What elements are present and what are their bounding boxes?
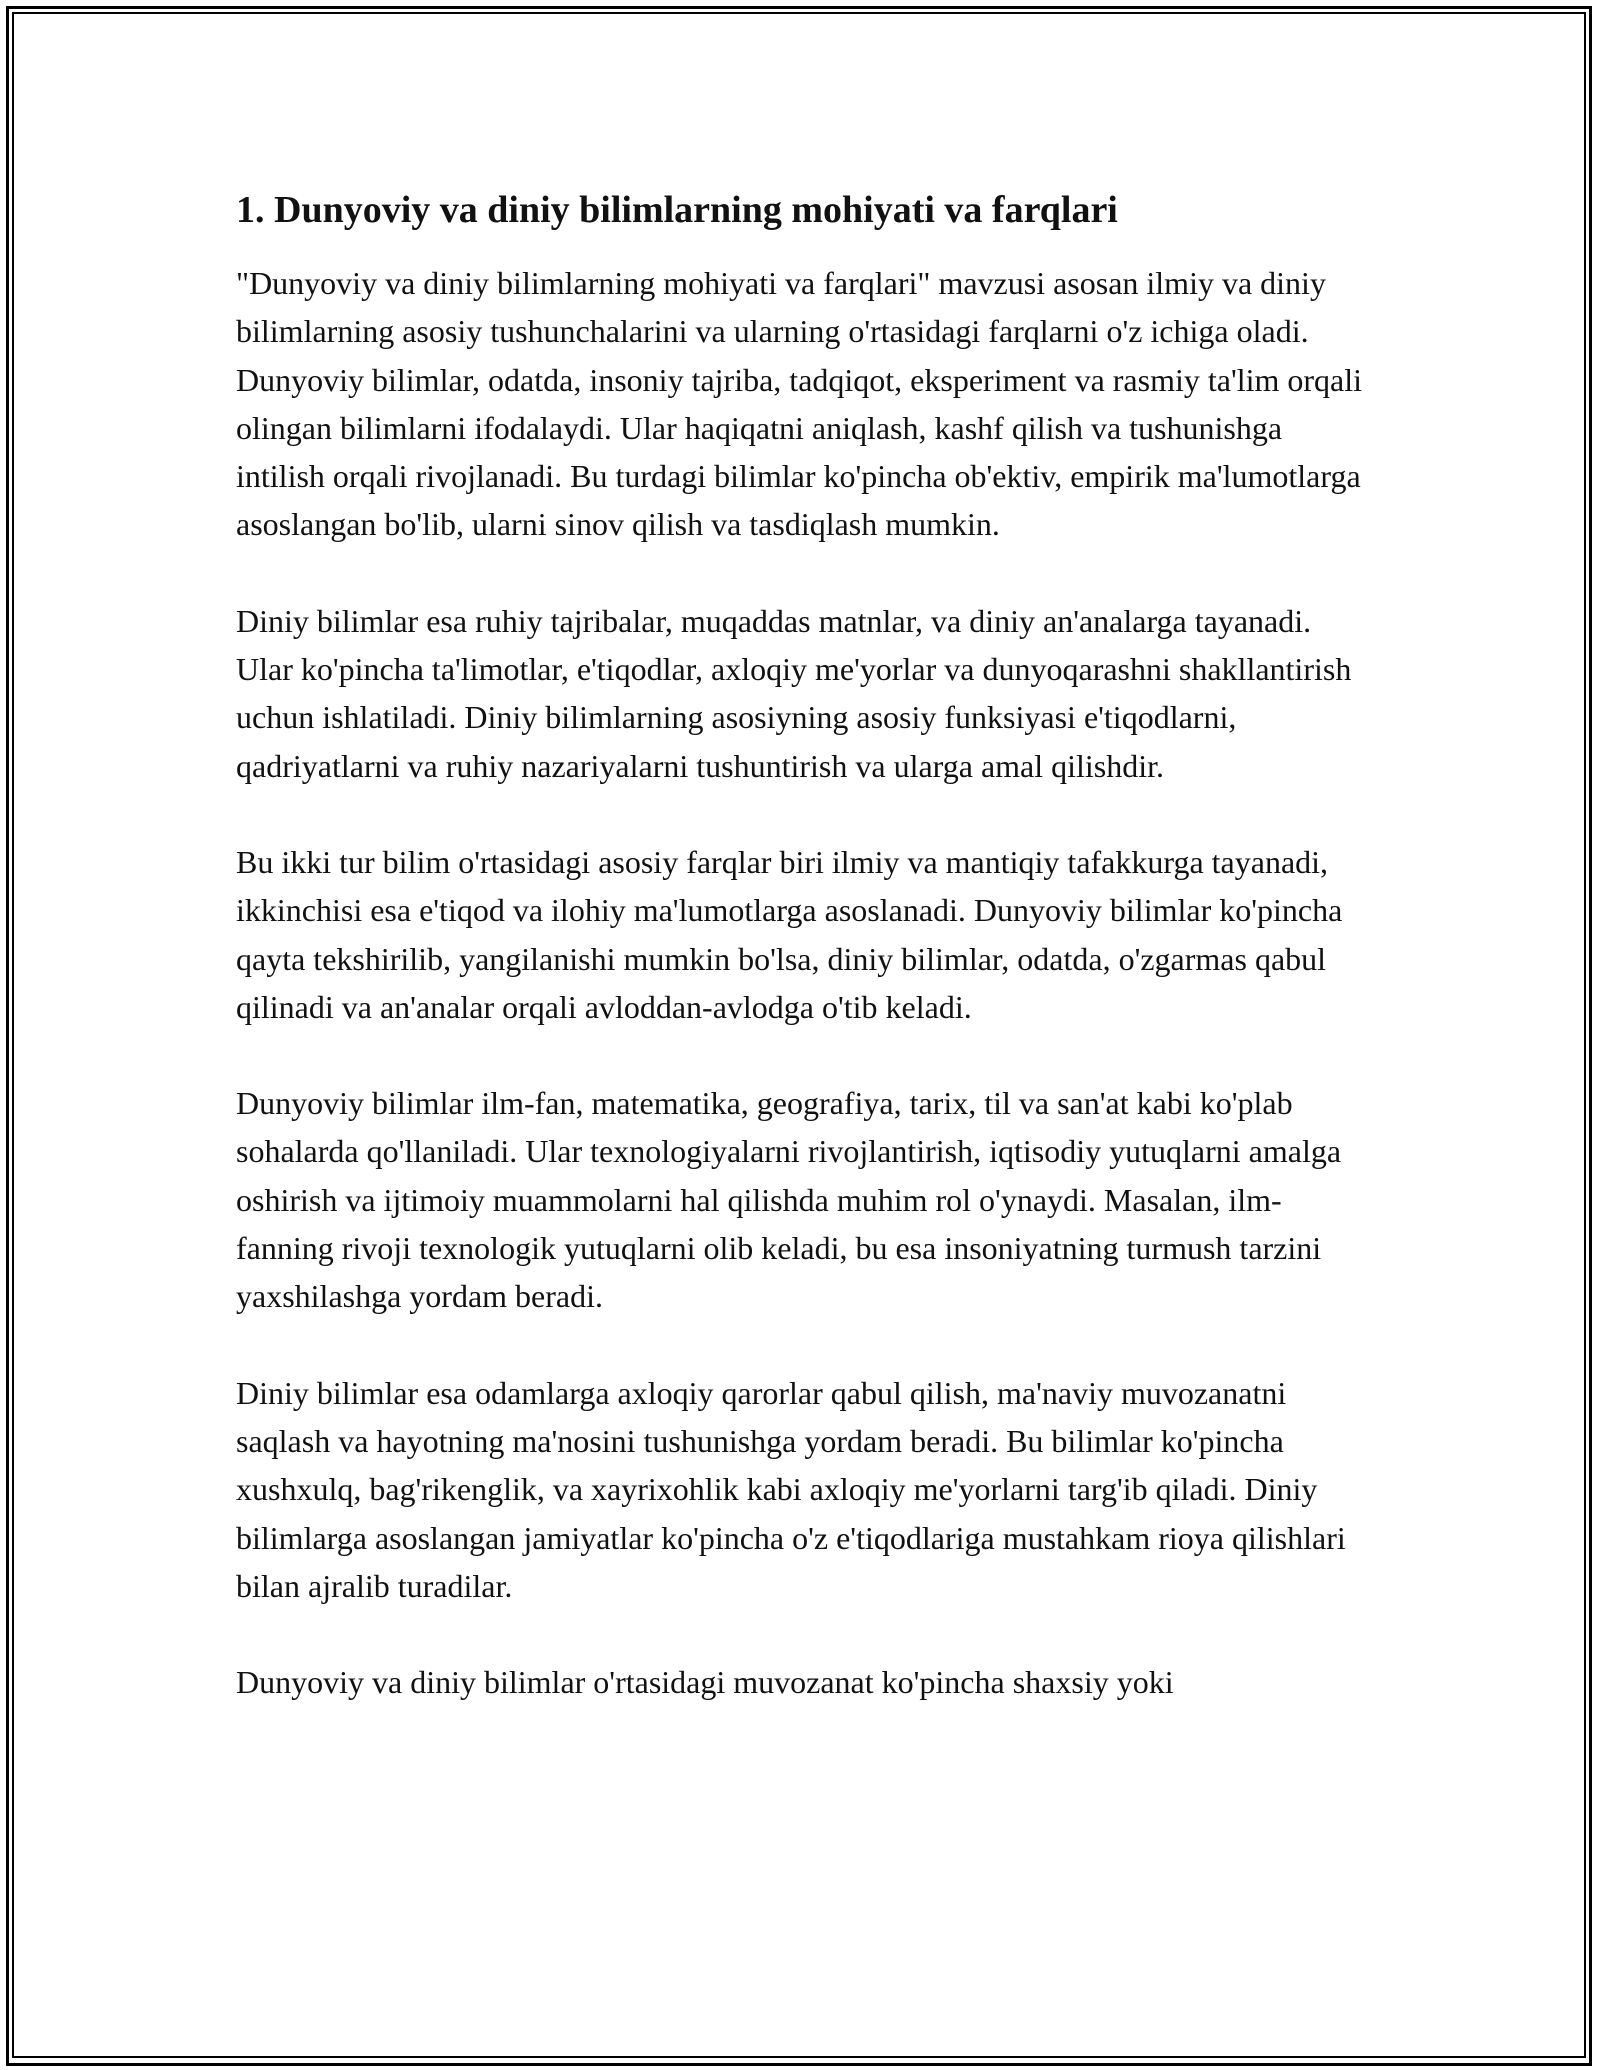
document-body <box>236 186 1364 1754</box>
paragraph-2: Diniy bilimlar esa ruhiy tajribalar, muqaddas matnlar, va diniy an'analarga tayanadi. Ular ko'pincha ta'limotlar, e'tiqodlar, axloqiy me'yorlar va dunyoqarashni shakllantirish uchun ishlatiladi. Diniy bilimlarning asosiyning asosiy funksiyasi e'tiqodlarni, qadriyatlarni va ruhiy nazariyalarni tushuntirish va ularga amal qilishdir. <box>236 602 1352 784</box>
paragraph-3: Bu ikki tur bilim o'rtasidagi asosiy farqlar biri ilmiy va mantiqiy tafakkurga tayanadi, ikkinchisi esa e'tiqod va ilohiy ma'lumotlarga asoslanadi. Dunyoviy bilimlar ko'pincha qayta tekshirilib, yangilanishi mumkin bo'lsa, diniy bilimlar, odatda, o'zgarmas qabul qilinadi va an'analar orqali avloddan-avlodga o'tib keladi. <box>236 843 1343 1025</box>
paragraph-1: "Dunyoviy va diniy bilimlarning mohiyati va farqlari" mavzusi asosan ilmiy va diniy bilimlarning asosiy tushunchalarini va ularning o'rtasidagi farqlarni o'z ichiga oladi. Dunyoviy bilimlar, odatda, insoniy tajriba, tadqiqot, eksperiment va rasmiy ta'lim orqali olingan bilimlarni ifodalaydi. Ular haqiqatni aniqlash, kashf qilish va tushunishga intilish orqali rivojlanadi. Bu turdagi bilimlar ko'pincha ob'ektiv, empirik ma'lumotlarga asoslangan bo'lib, ularni sinov qilish va tasdiqlash mumkin. <box>236 265 1363 543</box>
paragraph-5: Diniy bilimlar esa odamlarga axloqiy qarorlar qabul qilish, ma'naviy muvozanatni saqlash va hayotning ma'nosini tushunishga yordam beradi. Bu bilimlar ko'pincha xushxulq, bag'rikenglik, va xayrixohlik kabi axloqiy me'yorlarni targ'ib qiladi. Diniy bilimlarga asoslangan jamiyatlar ko'pincha o'z e'tiqodlariga mustahkam rioya qilishlari bilan ajralib turadilar. <box>236 1374 1346 1604</box>
section-title: 1. Dunyoviy va diniy bilimlarning mohiyati va farqlari <box>236 189 1118 231</box>
paragraph-6: Dunyoviy va diniy bilimlar o'rtasidagi muvozanat ko'pincha shaxsiy yoki <box>236 1664 1174 1701</box>
paragraph-4: Dunyoviy bilimlar ilm-fan, matematika, geografiya, tarix, til va san'at kabi ko'plab sohalarda qo'llaniladi. Ular texnologiyalarni rivojlantirish, iqtisodiy yutuqlarni amalga oshirish va ijtimoiy muammolarni hal qilishda muhim rol o'ynaydi. Masalan, ilm-fanning rivoji texnologik yutuqlarni olib keladi, bu esa insoniyatning turmush tarzini yaxshilashga yordam beradi. <box>236 1085 1342 1315</box>
